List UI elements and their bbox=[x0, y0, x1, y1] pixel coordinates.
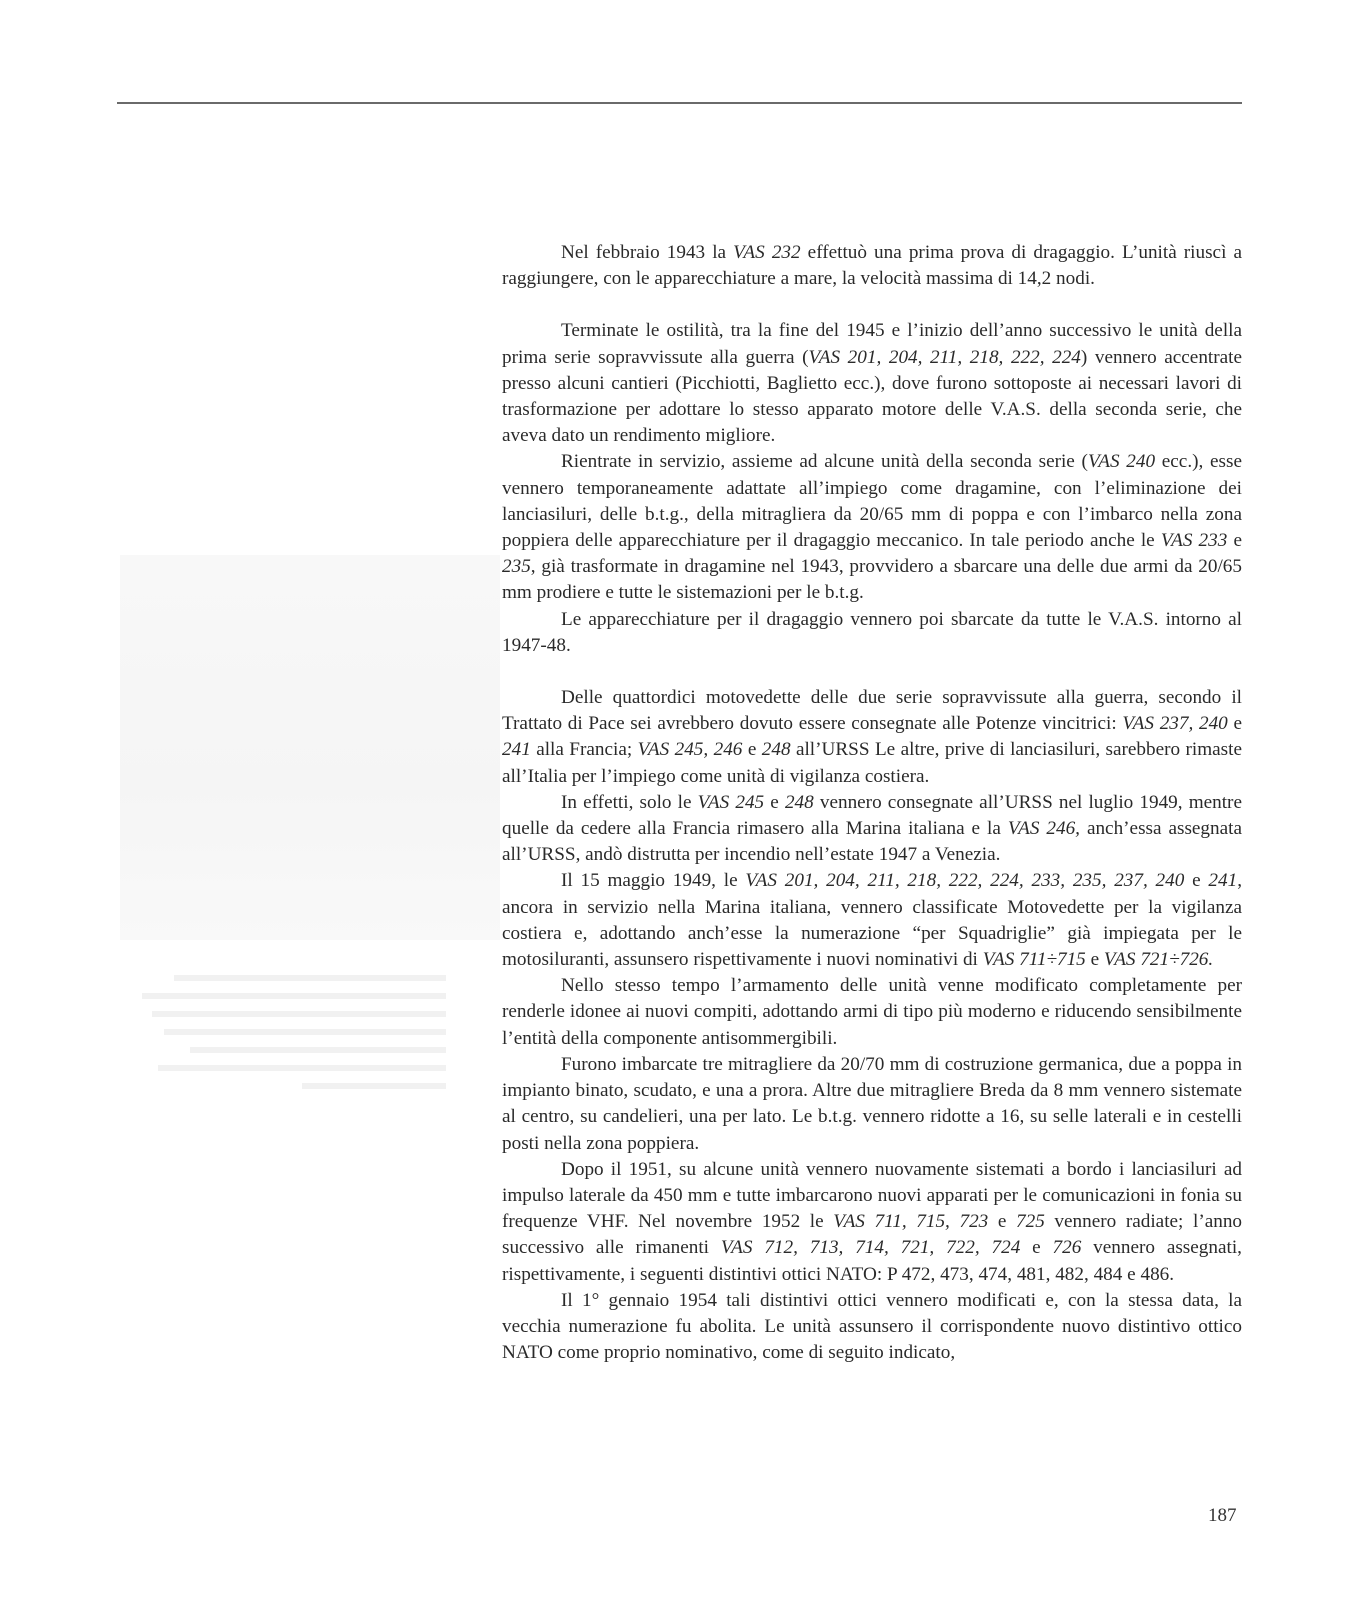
italic-vessel-ref: 726 bbox=[1052, 1237, 1082, 1259]
italic-vessel-ref: VAS 237, 240 bbox=[1122, 713, 1228, 735]
text-run: e bbox=[1227, 530, 1242, 552]
text-run: Il 1° gennaio 1954 tali distintivi ottici vennero modificati e, con la stessa data, la vecchia numerazione fu abolita. Le unità assunsero il corrispondente nuovo distintivo ottico NATO come proprio nominativo, come di seguito indicato, bbox=[502, 1289, 1242, 1364]
text-run: Furono imbarcate tre mitragliere da 20/70 mm di costruzione germanica, due a poppa in impianto binato, scudato, e una a prora. Altre due mitragliere Breda da 8 mm vennero sistemate al centro, su candelieri, una per lato. Le b.t.g. vennero ridotte a 16, su selle laterali e in cestelli posti nella zona poppiera. bbox=[502, 1053, 1242, 1154]
paragraph bbox=[502, 449, 1242, 606]
italic-vessel-ref: VAS 721÷726. bbox=[1103, 949, 1214, 971]
faded-caption-bleedthrough bbox=[126, 975, 446, 1125]
paragraph bbox=[502, 685, 1242, 790]
text-run: Nel febbraio 1943 la bbox=[561, 242, 734, 263]
text-run: Rientrate in servizio, assieme ad alcune unità della seconda serie ( bbox=[561, 451, 1088, 473]
italic-vessel-ref: VAS 245, 246 bbox=[637, 739, 743, 761]
faded-photo-bleedthrough bbox=[120, 555, 500, 940]
text-run: e bbox=[1184, 870, 1209, 892]
italic-vessel-ref: VAS 201, 204, 211, 218, 222, 224, 233, 235, 237, 240 bbox=[745, 870, 1185, 892]
text-run: vennero assegnati, rispettivamente, i seguenti distintivi ottici NATO: P 472, 473, 474, 481, 482, 484 e 486. bbox=[502, 1237, 1242, 1285]
text-run: ) vennero accentrate presso alcuni cantieri (Picchiotti, Baglietto ecc.), dove furono sottoposte ai necessari lavori di trasformazione per adottare lo stesso apparato motore delle V.A.S. della seconda serie, che aveva dato un rendimento migliore. bbox=[502, 346, 1243, 447]
italic-vessel-ref: VAS 233 bbox=[1160, 530, 1228, 552]
italic-vessel-ref: 248 bbox=[784, 791, 814, 813]
text-run: vennero radiate; l’anno successivo alle rimanenti bbox=[502, 1211, 1243, 1259]
italic-vessel-ref: 241 bbox=[502, 739, 531, 761]
text-run: Delle quattordici motovedette delle due serie sopravvissute alla guerra, secondo il Trattato di Pace sei avrebbero dovuto essere consegnate alle Potenze vincitrici: bbox=[502, 687, 1242, 735]
text-run: anch’essa assegnata all’URSS, andò distrutta per incendio nell’estate 1947 a Venezia. bbox=[502, 818, 1242, 866]
paragraph bbox=[502, 607, 1242, 659]
paragraph bbox=[502, 318, 1242, 449]
text-run: e bbox=[742, 739, 762, 761]
text-run: vennero consegnate all’URSS nel luglio 1949, mentre quelle da cedere alla Francia rimasero alla Marina italiana e la bbox=[502, 791, 1242, 840]
paragraph bbox=[502, 973, 1242, 1052]
text-run: e bbox=[988, 1211, 1017, 1233]
text-run: , già trasformate in dragamine nel 1943, provvidero a sbarcare una delle due armi da 20/65 mm prodiere e tutte le sistemazioni per le b.t.g. bbox=[502, 556, 1242, 604]
paragraph bbox=[502, 1288, 1242, 1367]
paragraph bbox=[502, 240, 1242, 292]
text-run: e bbox=[1020, 1237, 1053, 1259]
text-run: Terminate le ostilità, tra la fine del 1945 e l’inizio dell’anno successivo le unità della prima serie sopravvissute alla guerra ( bbox=[502, 320, 1242, 368]
italic-vessel-ref: VAS 246, bbox=[1007, 818, 1080, 840]
text-run: alla Francia; bbox=[530, 739, 638, 761]
italic-vessel-ref: VAS 240 bbox=[1087, 451, 1156, 473]
paragraph bbox=[502, 1157, 1242, 1288]
italic-vessel-ref: 725 bbox=[1016, 1211, 1045, 1233]
italic-vessel-ref: VAS 711÷715 bbox=[982, 949, 1086, 971]
text-run: In effetti, solo le bbox=[561, 791, 698, 813]
italic-vessel-ref: 235 bbox=[502, 556, 531, 578]
text-run: Il 15 maggio 1949, le bbox=[561, 870, 746, 892]
italic-vessel-ref: 241 bbox=[1208, 870, 1238, 892]
paragraph bbox=[502, 1052, 1242, 1157]
text-run: all’URSS Le altre, prive di lanciasiluri, sarebbero rimaste all’Italia per l’impiego come unità di vigilanza costiera. bbox=[502, 739, 1242, 787]
header-rule bbox=[117, 102, 1242, 104]
page-number: 187 bbox=[1208, 1505, 1237, 1526]
text-run: Dopo il 1951, su alcune unità vennero nuovamente sistemati a bordo i lanciasiluri ad impulso laterale da 450 mm e tutte imbarcarono nuovi apparati per le comunicazioni in fonia su frequenze VHF. Nel novembre 1952 le bbox=[502, 1158, 1242, 1233]
text-run: Nello stesso tempo l’armamento delle unità venne modificato completamente per renderle idonee ai nuovi compiti, adottando armi di tipo più moderno e riducendo sensibilmente l’entità della componente antisommergibili. bbox=[502, 975, 1242, 1049]
body-text bbox=[502, 240, 1242, 1366]
italic-vessel-ref: 248 bbox=[761, 739, 791, 761]
text-run: e bbox=[1227, 713, 1242, 735]
text-run: effettuò una prima prova di dragaggio. L’unità riuscì a raggiungere, con le apparecchiature a mare, la velocità massima di 14,2 nodi. bbox=[502, 242, 1242, 290]
italic-vessel-ref: VAS 711, 715, 723 bbox=[833, 1211, 989, 1233]
italic-vessel-ref: VAS 201, 204, 211, 218, 222, 224 bbox=[808, 346, 1081, 368]
text-run: , ancora in servizio nella Marina italiana, vennero classificate Motovedette per la vigilanza costiera e, adottando anch’esse la numerazione “per Squadriglie” già impiegata per le motosiluranti, assunsero rispettivamente i nuovi nominativi di bbox=[502, 870, 1242, 971]
text-run: Le apparecchiature per il dragaggio vennero poi sbarcate da tutte le V.A.S. intorno al 1947-48. bbox=[502, 608, 1242, 656]
italic-vessel-ref: VAS 712, 713, 714, 721, 722, 724 bbox=[720, 1237, 1021, 1259]
italic-vessel-ref: VAS 232 bbox=[733, 242, 801, 263]
italic-vessel-ref: VAS 245 bbox=[697, 791, 765, 813]
text-run: e bbox=[1085, 949, 1104, 971]
paragraph bbox=[502, 790, 1242, 869]
text-run: ecc.), esse vennero temporaneamente adattate all’impiego come dragamine, con l’eliminazione dei lanciasiluri, delle b.t.g., della mitragliera da 20/65 mm di poppa e con l’imbarco nella zona poppiera delle apparecchiature per il dragaggio meccanico. In tale periodo anche le bbox=[502, 451, 1242, 552]
paragraph bbox=[502, 868, 1242, 973]
text-run: e bbox=[764, 791, 785, 813]
